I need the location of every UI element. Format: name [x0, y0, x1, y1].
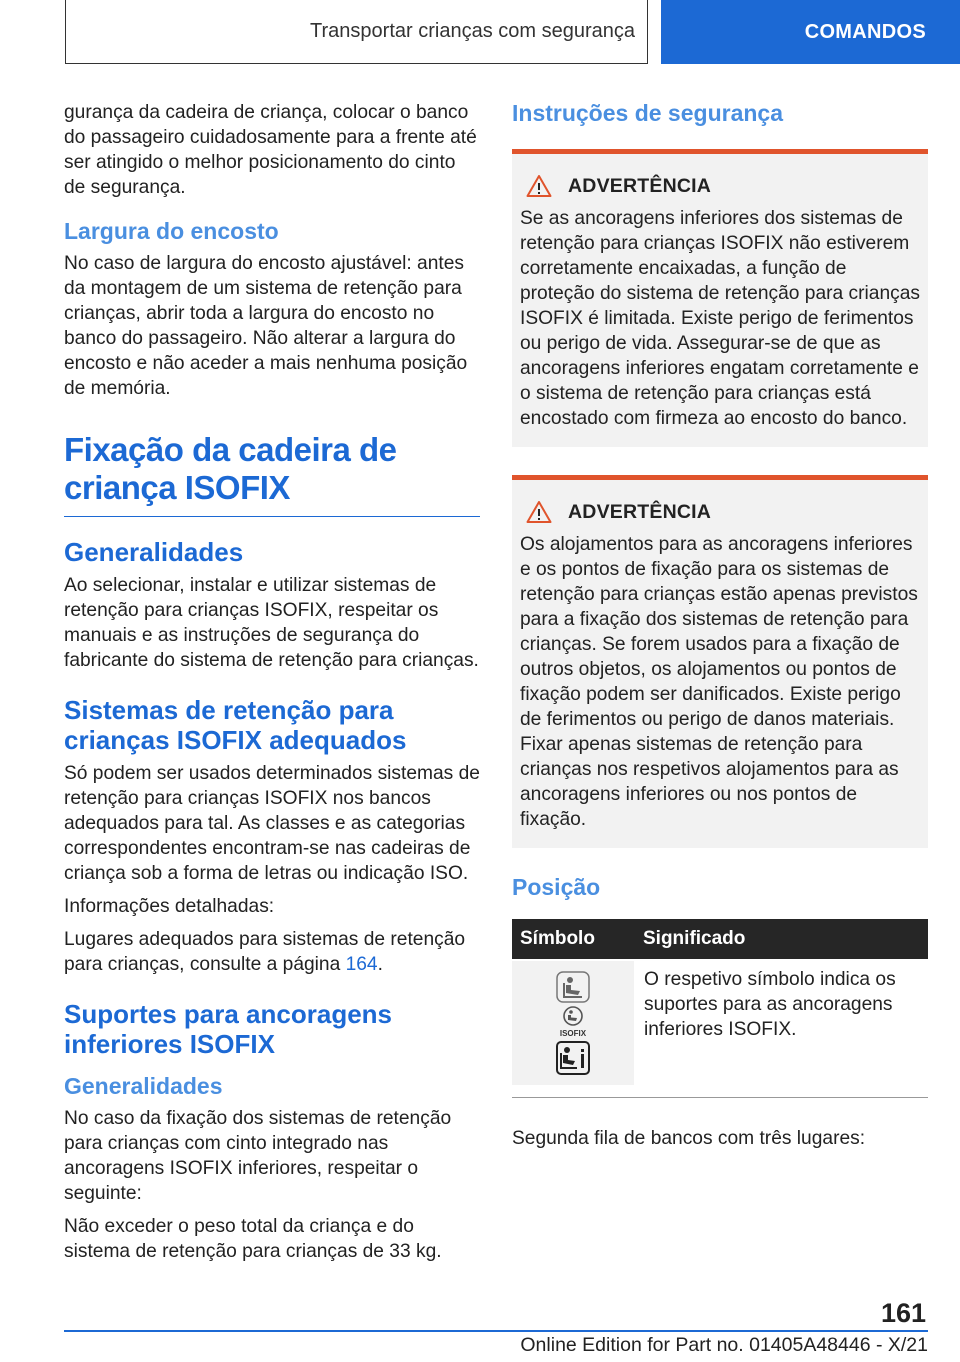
header-section-title	[65, 0, 648, 64]
page-link-164[interactable]: 164	[345, 954, 378, 975]
symbol-cell	[512, 959, 634, 1098]
warning-title-1: ADVERTÊNCIA	[568, 174, 712, 197]
heading-suportes: Suportes para ancoragens inferiores ISOFIX	[64, 999, 392, 1059]
warning-header-2	[520, 500, 920, 524]
intro-paragraph: gurança da cadeira de criança, colocar o banco do passageiro cuidadosamente para a frente até ser atingido o melhor posicionamento do cinto de segurança.	[64, 102, 477, 198]
child-seat-icon	[556, 971, 590, 1003]
meaning-cell	[634, 959, 928, 1098]
heading-isofix: Fixação da cadeira de criança ISOFIX	[64, 431, 480, 517]
header-chapter-text: COMANDOS	[804, 20, 926, 43]
heading-posicao: Posição	[512, 874, 601, 900]
warning-header-1	[520, 174, 920, 198]
child-seat-info-icon	[556, 1041, 590, 1075]
meaning-text: O respetivo símbolo indica os suportes para as ancoragens inferiores ISOFIX.	[644, 969, 896, 1040]
lugares-paragraph	[64, 927, 480, 977]
warning-box-2	[512, 475, 928, 848]
heading-generalidades-2: Generalidades	[64, 1073, 223, 1099]
warning-text-2: Os alojamentos para as ancoragens inferiores e os pontos de fixação para os sistemas de retenção para crianças estão apenas previstos para a fixação dos sistemas de retenção para crianças. Se forem usados para a fixação de outros objetos, os alojamentos ou pontos de fixação podem ser danificados. Existe perigo de ferimentos ou perigo de danos materiais. Fixar apenas sistemas de retenção para crianças nos respetivos alojamentos para as ancoragens inferiores ou nos pontos de fixação.	[520, 534, 918, 830]
heading-generalidades: Generalidades	[64, 537, 244, 567]
footer-edition: Online Edition for Part no. 01405A48446 - X/21	[520, 1334, 928, 1356]
warning-text-1: Se as ancoragens inferiores dos sistemas de retenção para crianças ISOFIX não estiverem corretamente encaixadas, a função de proteção do sistema de retenção para crianças ISOFIX é limitada. Existe perigo de ferimentos ou perigo de vida. Assegurar-se de que as ancoragens inferiores engatam corretamente e o sistema de retenção para crianças está encostado com firmeza ao encosto do banco.	[520, 208, 920, 429]
peso-paragraph: Não exceder o peso total da criança e do sistema de retenção para crianças de 33 kg.	[64, 1216, 442, 1262]
symbol-table	[512, 919, 928, 1098]
column-header-significado: Significado	[634, 919, 928, 959]
header-section-text: Transportar crianças com segurança	[310, 20, 635, 42]
warning-title-2: ADVERTÊNCIA	[568, 500, 712, 523]
suportes-paragraph: No caso da fixação dos sistemas de retenção para crianças com cinto integrado nas ancoragens ISOFIX inferiores, respeitar o seguinte:	[64, 1108, 452, 1204]
heading-instrucoes: Instruções de segurança	[512, 100, 783, 126]
isofix-icon-label: ISOFIX	[559, 1029, 587, 1038]
warning-triangle-icon	[526, 500, 552, 524]
segunda-fila-paragraph: Segunda fila de bancos com três lugares:	[512, 1128, 866, 1149]
sistemas-paragraph: Só podem ser usados determinados sistemas de retenção para crianças ISOFIX nos bancos adequados para tal. As classes e as categorias correspondentes encontram-se nas cadeiras de criança sob a forma de letras ou indicação ISO.	[64, 763, 480, 884]
warning-triangle-icon	[526, 174, 552, 198]
page-number: 161	[880, 1298, 926, 1328]
right-column	[512, 100, 928, 1151]
lugares-text: Lugares adequados para sistemas de retenção para crianças, consulte a página	[64, 929, 466, 975]
symbol-box	[512, 961, 634, 1085]
header-chapter-tab[interactable]	[661, 0, 960, 64]
generalidades-paragraph: Ao selecionar, instalar e utilizar sistemas de retenção para crianças ISOFIX, respeitar os manuais e as instruções de segurança do fabricante do sistema de retenção para crianças.	[64, 575, 479, 671]
table-row	[512, 959, 928, 1098]
largura-paragraph: No caso de largura do encosto ajustável: antes da montagem de um sistema de retenção para crianças, abrir toda a largura do encosto no banco do passageiro. Não alterar a largura do encosto e não aceder a mais nenhuma posição de memória.	[64, 253, 468, 399]
heading-sistemas-adequados: Sistemas de retenção para crianças ISOFIX adequados	[64, 695, 407, 755]
footer-divider	[64, 1330, 928, 1332]
column-header-simbolo: Símbolo	[512, 919, 634, 959]
lugares-period: .	[377, 954, 383, 975]
isofix-icon	[558, 1005, 588, 1039]
heading-largura-encosto: Largura do encosto	[64, 218, 279, 244]
warning-box-1	[512, 149, 928, 447]
info-paragraph: Informações detalhadas:	[64, 896, 275, 917]
left-column	[64, 100, 480, 1272]
